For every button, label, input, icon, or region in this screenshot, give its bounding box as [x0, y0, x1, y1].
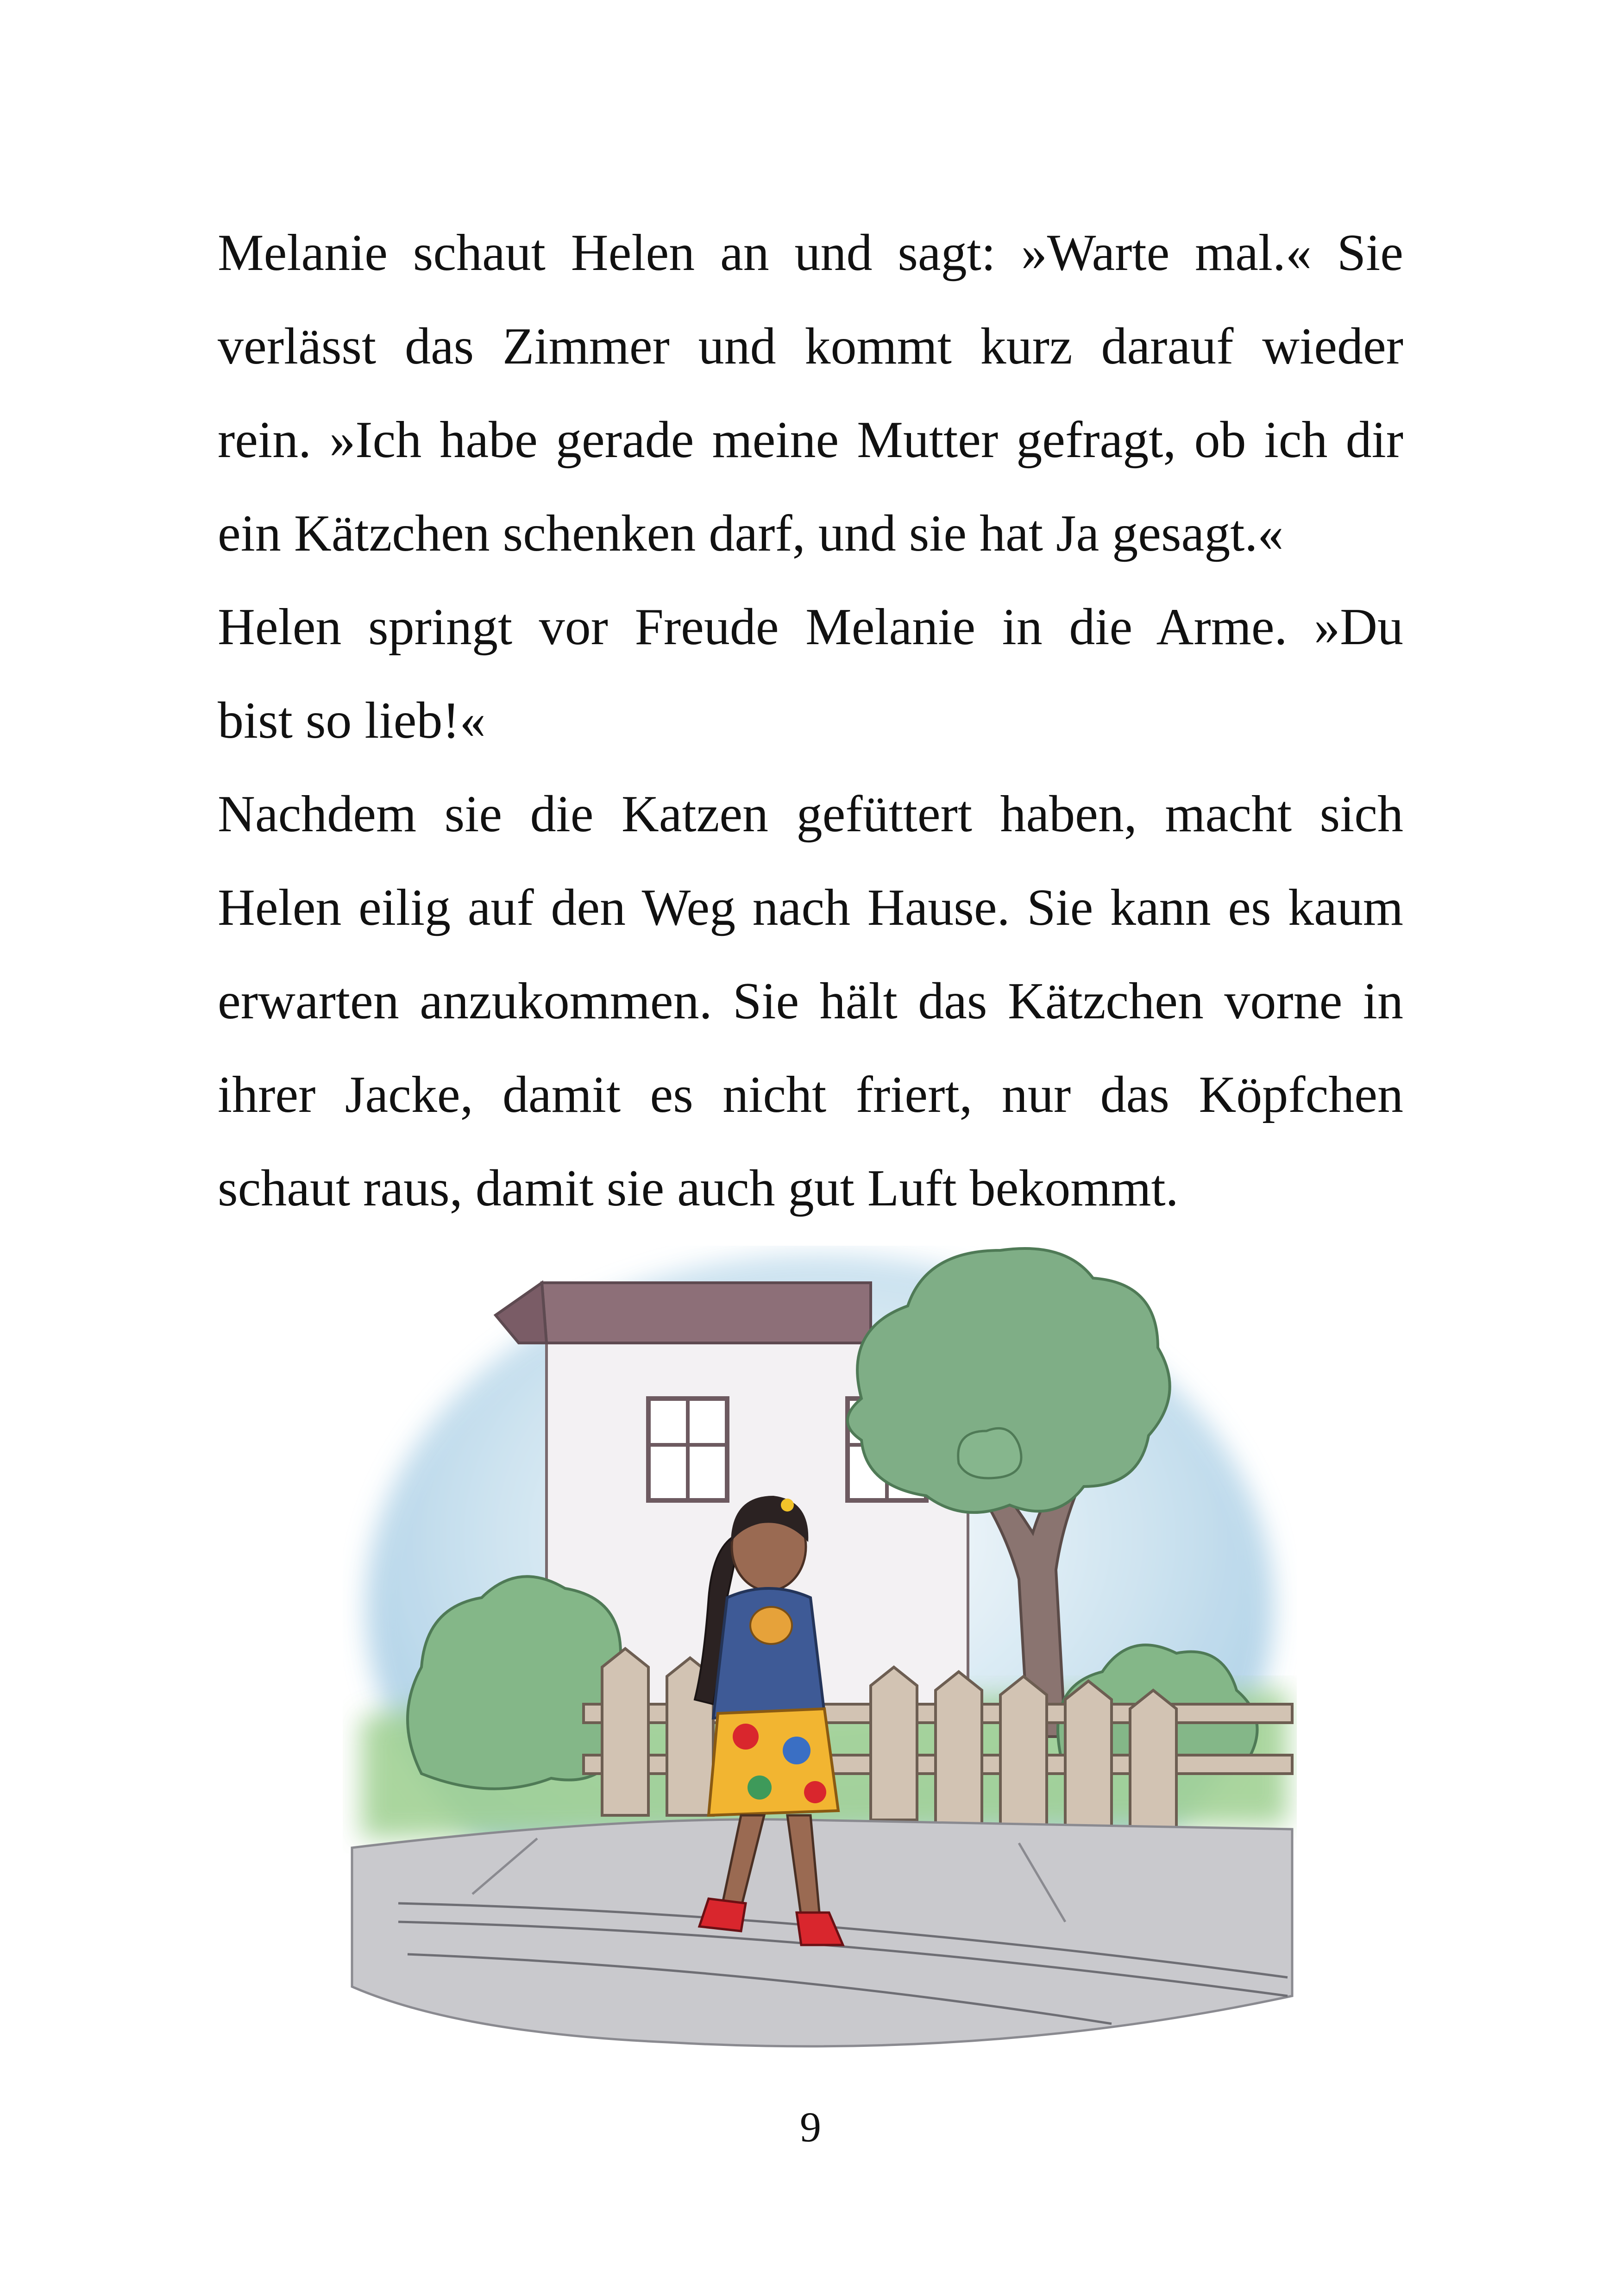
page-number: 9 — [800, 2103, 821, 2151]
story-line: Melanie schaut Helen an und sagt: »Warte mal.« Sie — [218, 224, 1403, 282]
story-line: Nachdem sie die Katzen gefüttert haben, macht sich — [218, 785, 1403, 843]
story-line: rein. »Ich habe gerade meine Mutter gefragt, ob ich dir — [218, 411, 1403, 469]
story-line: Helen springt vor Freude Melanie in die Arme. »Du — [218, 598, 1403, 656]
story-line: ein Kätzchen schenken darf, und sie hat Ja gesagt.« — [218, 505, 1284, 562]
street-illustration — [343, 1246, 1297, 2116]
story-line: bist so lieb!« — [218, 692, 486, 749]
story-line: ihrer Jacke, damit es nicht friert, nur das Köpfchen — [218, 1066, 1403, 1123]
story-line: verlässt das Zimmer und kommt kurz darauf wieder — [218, 318, 1403, 375]
story-text — [218, 206, 1403, 1235]
story-line: Helen eilig auf den Weg nach Hause. Sie kann es kaum — [218, 879, 1403, 936]
story-line: schaut raus, damit sie auch gut Luft bekommt. — [218, 1160, 1179, 1217]
house-window-left — [648, 1399, 727, 1500]
story-line: erwarten anzukommen. Sie hält das Kätzchen vorne in — [218, 972, 1403, 1030]
